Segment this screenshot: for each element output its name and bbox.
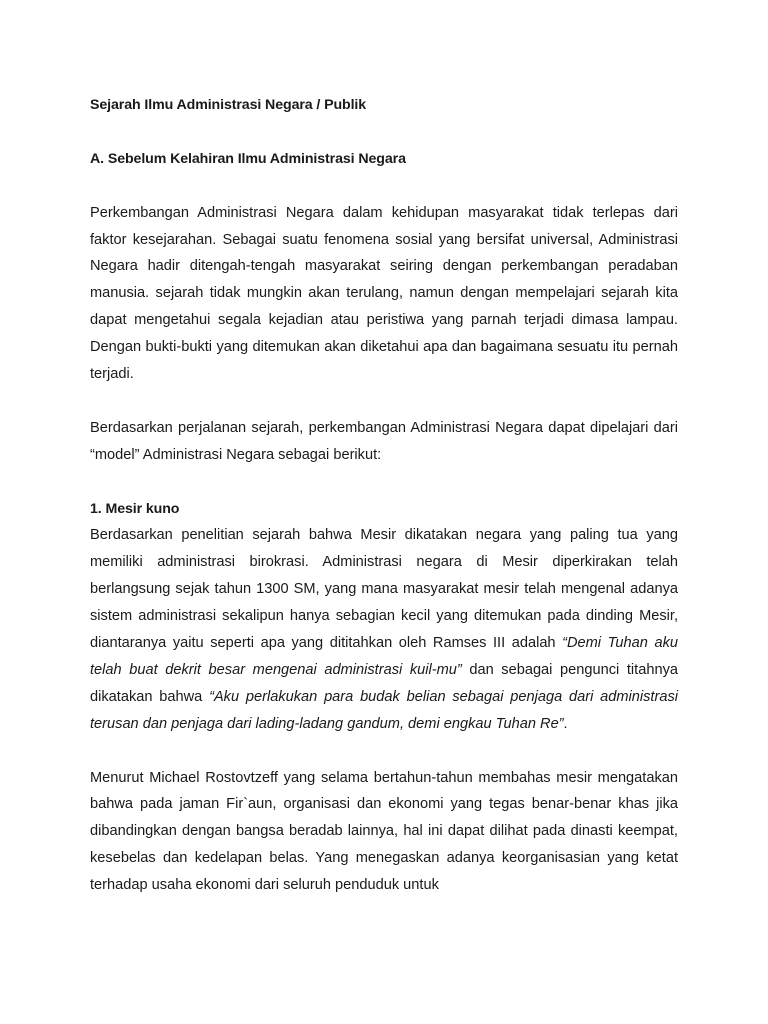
document-title: Sejarah Ilmu Administrasi Negara / Publik xyxy=(90,97,367,113)
document-page xyxy=(90,92,678,926)
paragraph-1: Perkembangan Administrasi Negara dalam kehidupan masyarakat tidak terlepas dari faktor kesejarahan. Sebagai suatu fenomena sosial yang bersifat universal, Administrasi Negara hadir ditengah-tengah masyarakat seiring dengan perkembangan peradaban manusia. sejarah tidak mungkin akan terulang, namun dengan mempelajari sejarah kita dapat mengetahui segala kejadian atau peristiwa yang parnah terjadi dimasa lampau. Dengan bukti-bukti yang ditemukan akan diketahui apa dan bagaimana sesuatu itu pernah terjadi. xyxy=(90,204,678,383)
paragraph-3-text-1: Berdasarkan penelitian sejarah bahwa Mesir dikatakan negara yang paling tua yang memiliki administrasi birokrasi. Administrasi negara di Mesir diperkirakan telah berlangsung sejak tahun 1300 SM, yang mana masyarakat mesir telah mengenal adanya sistem administrasi sekalipun hanya sebagian kecil yang ditemukan pada dinding Mesir, diantaranya yaitu seperti apa yang dititahkan oleh Ramses III adalah xyxy=(90,527,678,652)
paragraph-3 xyxy=(90,522,678,737)
paragraph-3-quote-2: “Aku perlakukan para budak belian sebagai penjaga dari administrasi terusan dan penjaga dari lading-ladang gandum, demi engkau Tuhan Re” xyxy=(90,688,679,732)
paragraph-3-quote-1: “Demi Tuhan aku telah buat dekrit besar mengenai administrasi kuil-mu” xyxy=(90,635,678,678)
paragraph-2: Berdasarkan perjalanan sejarah, perkembangan Administrasi Negara dapat dipelajari dari “model” Administrasi Negara sebagai berikut: xyxy=(90,419,678,463)
paragraph-3-text-3: . xyxy=(563,715,568,732)
paragraph-3-text-2: dan sebagai pengunci titahnya dikatakan bahwa xyxy=(90,661,678,705)
paragraph-4: Menurut Michael Rostovtzeff yang selama bertahun-tahun membahas mesir mengatakan bahwa pada jaman Fir`aun, organisasi dan ekonomi yang tegas benar-benar khas jika dibandingkan dengan bangsa beradab lainnya, hal ini dapat dilihat pada dinasti keempat, kesebelas dan kedelapan belas. Yang menegaskan adanya keorganisasian yang ketat terhadap usaha ekonomi dari seluruh penduduk untuk xyxy=(90,769,678,894)
subheading-mesir-kuno: 1. Mesir kuno xyxy=(90,500,180,517)
section-heading: A. Sebelum Kelahiran Ilmu Administrasi Negara xyxy=(90,150,406,167)
